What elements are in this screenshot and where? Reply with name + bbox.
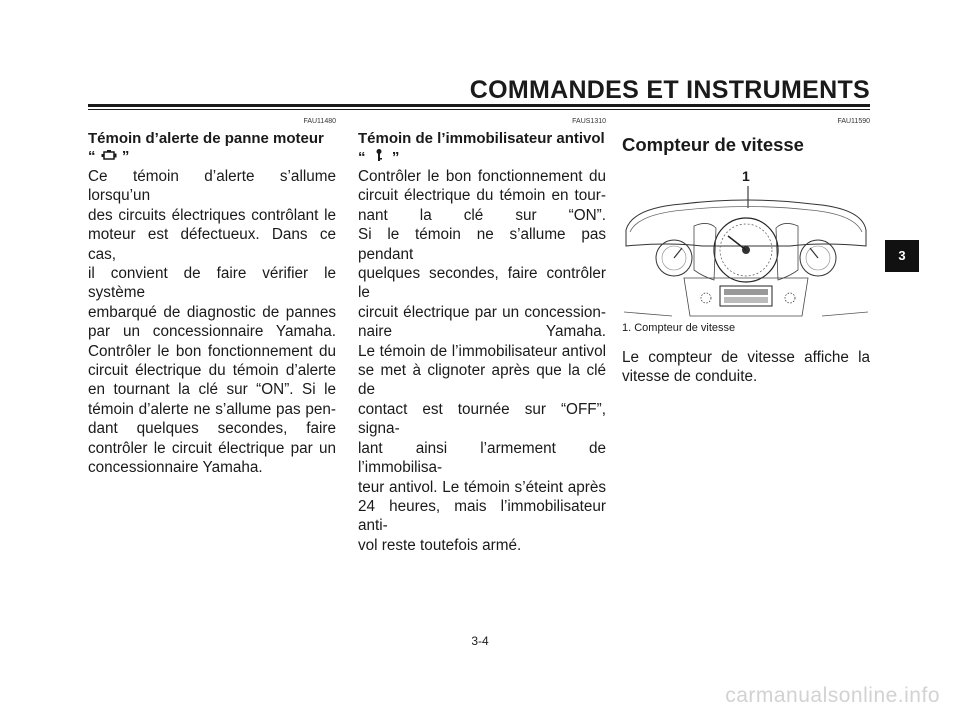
header-rule-thin: [88, 109, 870, 110]
header-rule: [88, 104, 870, 107]
instrument-panel-illustration: [622, 168, 870, 318]
body-text-line: Le témoin de l’immobilisateur antivol: [358, 342, 606, 360]
body-text-line: par un concessionnaire Yamaha.: [88, 323, 336, 341]
section-symbol: [358, 148, 606, 167]
page-number: 3-4: [471, 634, 489, 648]
body-text-line: témoin d’alerte ne s’allume pas pen-: [88, 400, 336, 418]
body-text-line: embarqué de diagnostic de pannes: [88, 303, 336, 321]
body-text-line: Le compteur de vitesse affiche la: [622, 349, 870, 366]
reference-code: FAUS1310: [572, 118, 606, 125]
watermark: carmanualsonline.info: [725, 684, 940, 707]
reference-code: FAU11480: [303, 118, 336, 125]
body-text-line: dant quelques secondes, faire: [88, 420, 336, 438]
body-text-line: vitesse de conduite.: [622, 368, 758, 386]
section-title: Compteur de vitesse: [622, 134, 804, 155]
body-text-line: des circuits électriques contrôlant le: [88, 206, 336, 224]
section-symbol: [88, 148, 336, 167]
body-text-line: Contrôler le bon fonctionnement du: [88, 342, 336, 360]
close-quote: ”: [121, 148, 130, 165]
column-engine-warning: [88, 118, 336, 478]
body-text-line: quelques secondes, faire contrôler le: [358, 265, 606, 302]
body-text-line: se met à clignoter après que la clé de: [358, 362, 606, 399]
figure-caption: 1. Compteur de vitesse: [622, 322, 736, 334]
body-text-line: circuit électrique par un concession-: [358, 303, 606, 321]
body-text-line: lant ainsi l’armement de l’immobilisa-: [358, 439, 606, 477]
figure-callout: 1: [742, 168, 750, 184]
body-text-line: il convient de faire vérifier le système: [88, 265, 336, 302]
chapter-title: COMMANDES ET INSTRUMENTS: [469, 76, 870, 104]
body-text-line: nant la clé sur “ON”.: [358, 206, 606, 224]
body-text-line: circuit électrique du témoin d’alerte: [88, 362, 336, 380]
open-quote: “: [88, 148, 96, 165]
body-text-line: naire Yamaha.: [358, 323, 606, 341]
section-title: Témoin de l’immobilisateur antivol: [358, 130, 605, 147]
engine-warning-icon: [100, 148, 118, 166]
body-text-line: circuit électrique du témoin en tour-: [358, 187, 606, 205]
instrument-panel-drawing: [622, 168, 870, 318]
body-text-line: Si le témoin ne s’allume pas pendant: [358, 226, 606, 263]
body-text-line: moteur est défectueux. Dans ce cas,: [88, 226, 336, 263]
body-text-line: Contrôler le bon fonctionnement du: [358, 168, 606, 185]
column-speedometer: [622, 118, 870, 387]
body-text-line: contrôler le circuit électrique par un: [88, 439, 336, 457]
body-text-line: contact est tournée sur “OFF”, signa-: [358, 400, 606, 438]
section-title: Témoin d’alerte de panne moteur: [88, 130, 324, 147]
chapter-tab: 3: [885, 240, 919, 272]
body-text-line: Ce témoin d’alerte s’allume lorsqu’un: [88, 168, 336, 205]
body-text-line: 24 heures, mais l’immobilisateur anti-: [358, 497, 606, 535]
body-text-line: en tournant la clé sur “ON”. Si le: [88, 381, 336, 399]
column-immobilizer: [358, 118, 606, 555]
reference-code: FAU11590: [837, 118, 870, 125]
body-text-line: teur antivol. Le témoin s’éteint après: [358, 478, 606, 496]
body-text-line: concessionnaire Yamaha.: [88, 459, 263, 477]
close-quote: ”: [391, 149, 400, 166]
open-quote: “: [358, 149, 366, 166]
body-text-line: vol reste toutefois armé.: [358, 536, 522, 554]
immobilizer-key-icon: [370, 148, 388, 167]
